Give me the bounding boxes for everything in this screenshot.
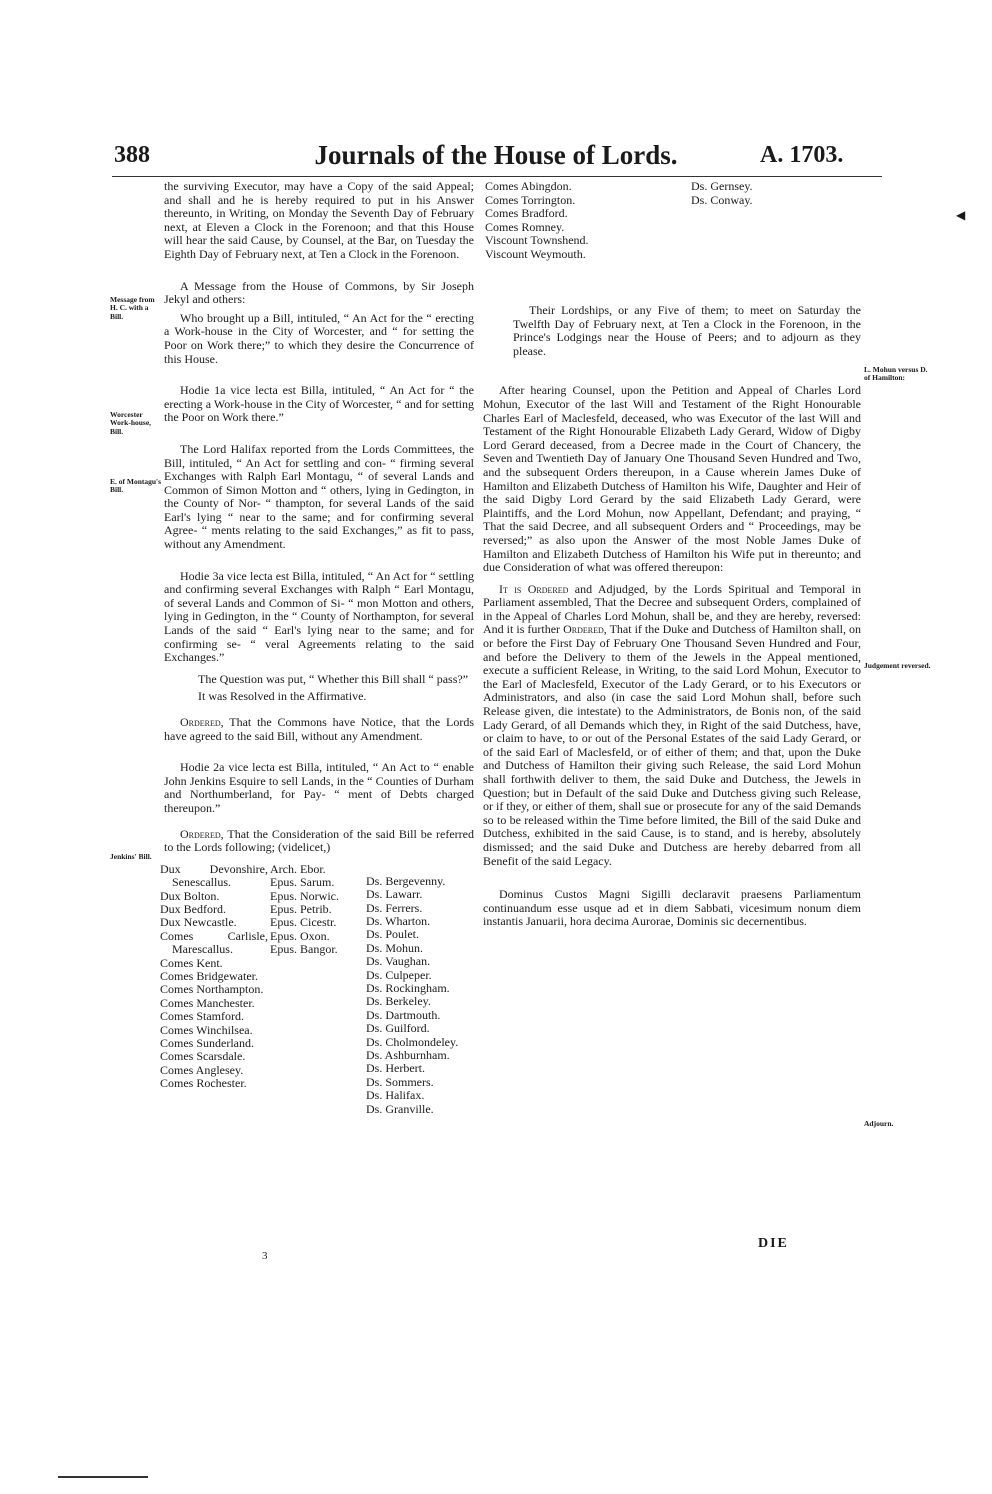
lord-name: Viscount Weymouth. [485, 246, 586, 261]
right-p3-b: That if the Duke and Dutchess of Hamilton shall, on or before the First Day of February One Thousand Seven Hundred and Four, and before the Delivery to them of the Jewels in the Appeal mentioned, execute a sufficient Release, in Writing, to the said Lord Mohun, Executor to the Earl of Maclesfeld, Executor of the Lady Gerard, or to his Executors or Administrators, and also (in case the said Lord Mohun shall, before such Release given, die intestate) to the Administrators, de Bonis non, of the said Lady Gerard, of all Demands which they, in Right of the said Dutchess, have, or claim to have, to or out of the Personal Estates of the said Lady Gerard, or of the said Earl of Maclesfeld, or of either of them; and that, upon the Duke and Dutchess of Hamilton their giving such Release, the said Lord Mohun shall forthwith deliver to them, the said Duke and Dutchess, the Jewels in Question; but in Default of the said Duke and Dutchess giving such Release, or if they, or either of them, shall sue or prosecute for any of the said Demands so to be released within the Time before limited, the Bill of the said Duke and Dutchess, exhibited in the said Cause, is to stand, and is hereby, absolutely dismissed; and the said Duke and Dutchess are hereby debarred from all Benefit of the said Legacy. [483, 622, 862, 868]
lord-name: Comes Kent. [160, 955, 223, 970]
left-p9-text: That the Commons have Notice, that the Lords have agreed to the said Bill, without any Amendment. [164, 715, 474, 743]
committee-lords-continued [483, 180, 861, 304]
lord-name: Comes Manchester. [160, 995, 255, 1010]
lord-name: Dux Bedford. [160, 901, 226, 916]
right-p4: Dominus Custos Magni Sigilli declaravit praesens Parliamentum continuandum esse usque ad et in diem Sabbati, vicesimum nonum diem instantis Januarii, hora decima Aurorae, Dominis sic decernentibus. [483, 887, 861, 929]
lord-name: Ds. Ashburnham. [366, 1048, 450, 1063]
lords-col-continued-1 [485, 180, 605, 262]
margin-note-message: Message from H. C. with a Bill. [110, 295, 155, 321]
signature-mark: 3 [262, 1250, 268, 1262]
lord-name: Viscount Townshend. [485, 233, 589, 248]
margin-note-judgement: Judgement reversed. [864, 661, 931, 670]
left-p11 [164, 828, 474, 855]
margin-note-worcester: Worcester Work-house, Bill. [110, 410, 152, 436]
lord-name: Ds. Berkeley. [366, 994, 431, 1009]
lords-col-dukes-earls [160, 863, 268, 1091]
margin-note-jenkins: Jenkins' Bill. [110, 852, 152, 861]
lord-name: Ds. Culpeper. [366, 967, 432, 982]
lord-name: Dux Devonshire, Senescallus. [160, 861, 268, 890]
right-p3-a: and Adjudged, by the Lords Spiritual and Temporal in Parliament assembled, That the Decree and subsequent Orders, complained of in the Appeal of Charles Lord Mohun, shall be, and they are hereby, reversed: And it is further [483, 581, 862, 637]
lord-name: Comes Bridgewater. [160, 969, 258, 983]
lords-col-continued-2 [691, 180, 811, 207]
ordered-label: It is Ordered [499, 581, 569, 596]
page-title: Journals of the House of Lords. [314, 140, 678, 170]
lord-name: Epus. Bangor. [270, 942, 338, 957]
lord-name: Comes Sunderland. [160, 1036, 254, 1051]
right-p2: After hearing Counsel, upon the Petition and Appeal of Charles Lord Mohun, Executor of the last Will and Testament of the Right Honourable Charles Earl of Maclesfeld, deceased, who was Executor of the last Will and Testament of the Right Honourable Elizabeth Lady Gerard, Widow of Digby Lord Gerard deceased, from a Decree made in the Court of Chancery, the Seven and Twentieth Day of January One Thousand Seven Hundred and Two, and the subsequent Orders thereupon, in a Cause wherein James Duke of Hamilton and Elizabeth Dutchess of Hamilton his Wife, Daughter and Heir of the said Digby Lord Gerard by the said Elizabeth Lady Gerard, were Plaintiffs, and the Lord Mohun, now Appellant, Defendant; and praying, “ That the said Decree, and all subsequent Orders and “ Proceedings, may be reversed;” as also upon the Answer of the most Noble James Duke of Hamilton and Elizabeth Dutchess of Hamilton his Wife put in thereunto; and due Consideration of what was offered thereupon: [483, 383, 861, 575]
page-number: 388 [114, 142, 150, 168]
lord-name: Comes Carlisle, Marescallus. [160, 928, 268, 957]
left-p11-text: That the Consideration of the said Bill be referred to the Lords following; (videlicet,) [164, 826, 474, 855]
lords-col-barons [366, 875, 476, 1116]
left-p1: the surviving Executor, may have a Copy of the said Appeal; and shall and he is hereby required to put in his Answer thereunto, in Writing, on Monday the Seventh Day of February next, at Eleven a Clock in the Forenoon; and that this House will hear the said Cause, by Counsel, at the Bar, on Tuesday the Eighth Day of February next, at Ten a Clock in the Forenoon. [164, 179, 474, 261]
lord-name: Ds. Granville. [366, 1101, 434, 1116]
lords-col-bishops [270, 863, 360, 957]
lord-name: Dux Bolton. [160, 888, 220, 903]
right-column [483, 180, 861, 929]
left-p3: Who brought up a Bill, intituled, “ An Act for the “ erecting a Work-house in the City of Worcester, and “ for setting the Poor on Work there;” to which they desire the Concurrence of this House. [164, 310, 474, 366]
year-value: 1703. [789, 142, 844, 168]
header-rule [112, 176, 882, 177]
page-year [760, 142, 843, 169]
left-p8: It was Resolved in the Affirmative. [198, 689, 367, 704]
lord-name: Ds. Ferrers. [366, 900, 423, 915]
left-p2: A Message from the House of Commons, by Sir Joseph Jekyl and others: [164, 278, 474, 307]
lord-name: Dux Newcastle. [160, 915, 237, 930]
lord-name: Ds. Sommers. [366, 1074, 434, 1089]
committee-lords-list [160, 861, 474, 1149]
lord-name: Ds. Lawarr. [366, 887, 423, 902]
lord-name: Comes Romney. [485, 219, 565, 234]
lord-name: Arch. Ebor. [270, 861, 326, 876]
lord-name: Ds. Cholmondeley. [366, 1034, 459, 1049]
lord-name: Ds. Conway. [691, 192, 753, 207]
lord-name: Epus. Cicestr. [270, 915, 337, 930]
lord-name: Ds. Rockingham. [366, 981, 450, 995]
year-prefix: A. [760, 142, 784, 168]
margin-note-mohun: L. Mohun versus D. of Hamilton: [864, 365, 928, 383]
lord-name: Ds. Mohun. [366, 940, 424, 955]
lord-name: Comes Winchilsea. [160, 1022, 253, 1037]
lord-name: Comes Rochester. [160, 1076, 247, 1091]
left-p4: Hodie 1a vice lecta est Billa, intituled, “ An Act for “ the erecting a Work-house in the City of Worcester, “ and for setting the Poor on Work there.” [164, 383, 474, 425]
ordered-label: Ordered, [180, 715, 224, 729]
lord-name: Ds. Poulet. [366, 927, 420, 942]
lord-name: Ds. Halifax. [366, 1088, 425, 1103]
lord-name: Ds. Vaughan. [366, 954, 431, 969]
lord-name: Comes Torrington. [485, 192, 576, 207]
lord-name: Epus. Petrib. [270, 901, 332, 916]
left-p5: The Lord Halifax reported from the Lords Committees, the Bill, intituled, “ An Act for settling and con- “ firming several Exchanges with Ralph Earl Montagu, “ of several Lands and Common of Simon Motton and “ others, lying in Gedington, in the County of Nor- “ thampton, for several Lands of the said Earl's lying “ near to the same; and for confirming several Agree- “ ments relating to the said Exchanges,” as fit to pass, without any Amendment. [164, 441, 474, 552]
right-p3 [483, 583, 861, 868]
lord-name: Ds. Bergevenny. [366, 873, 446, 888]
lord-name: Ds. Guilford. [366, 1021, 430, 1036]
left-p9 [164, 716, 474, 743]
lord-name: Epus. Norwic. [270, 888, 339, 903]
lord-name: Epus. Oxon. [270, 928, 330, 943]
lord-name: Epus. Sarum. [270, 875, 335, 890]
margin-note-montagu: E. of Montagu's Bill. [110, 477, 162, 495]
ink-mark: ◀ [956, 208, 966, 222]
lord-name: Ds. Herbert. [366, 1061, 425, 1076]
left-column [160, 179, 474, 1149]
lord-name: Comes Northampton. [160, 982, 264, 997]
left-p7: The Question was put, “ Whether this Bill shall “ pass?” [198, 671, 469, 686]
lord-name: Ds. Wharton. [366, 913, 431, 928]
ordered-label: Ordered, [180, 826, 224, 841]
lord-name: Comes Stamford. [160, 1009, 244, 1024]
lord-name: Comes Scarsdale. [160, 1049, 246, 1064]
lord-name: Ds. Gernsey. [691, 179, 753, 193]
right-p1: Their Lordships, or any Five of them; to meet on Saturday the Twelfth Day of February next, at Ten a Clock in the Forenoon, in the Prince's Lodgings near the House of Peers; and to adjourn as they please. [513, 303, 861, 358]
lord-name: Comes Bradford. [485, 206, 568, 221]
left-p10: Hodie 2a vice lecta est Billa, intituled, “ An Act to “ enable John Jenkins Esquire to sell Lands, in the “ Counties of Durham and Northumberland, for Pay- “ ment of Debts charged thereupon.” [164, 760, 474, 815]
lord-name: Comes Anglesey. [160, 1062, 244, 1077]
lord-name: Ds. Dartmouth. [366, 1007, 441, 1022]
bottom-scribble [58, 1476, 148, 1478]
catchword: DIE [758, 1236, 789, 1251]
lord-name: Comes Abingdon. [485, 179, 572, 193]
ordered-label: Ordered, [563, 622, 607, 637]
margin-note-adjourn: Adjourn. [864, 1119, 894, 1128]
left-p6: Hodie 3a vice lecta est Billa, intituled, “ An Act for “ settling and confirming several Exchanges with Ralph “ Earl Montagu, of several Lands and Common of Si- “ mon Motton and others, lying in Gedington, in the “ County of Northampton, for several Lands of the said “ Earl's lying near to the same; and for confirming se- “ veral Agreements relating to the said Exchanges.” [164, 568, 474, 665]
